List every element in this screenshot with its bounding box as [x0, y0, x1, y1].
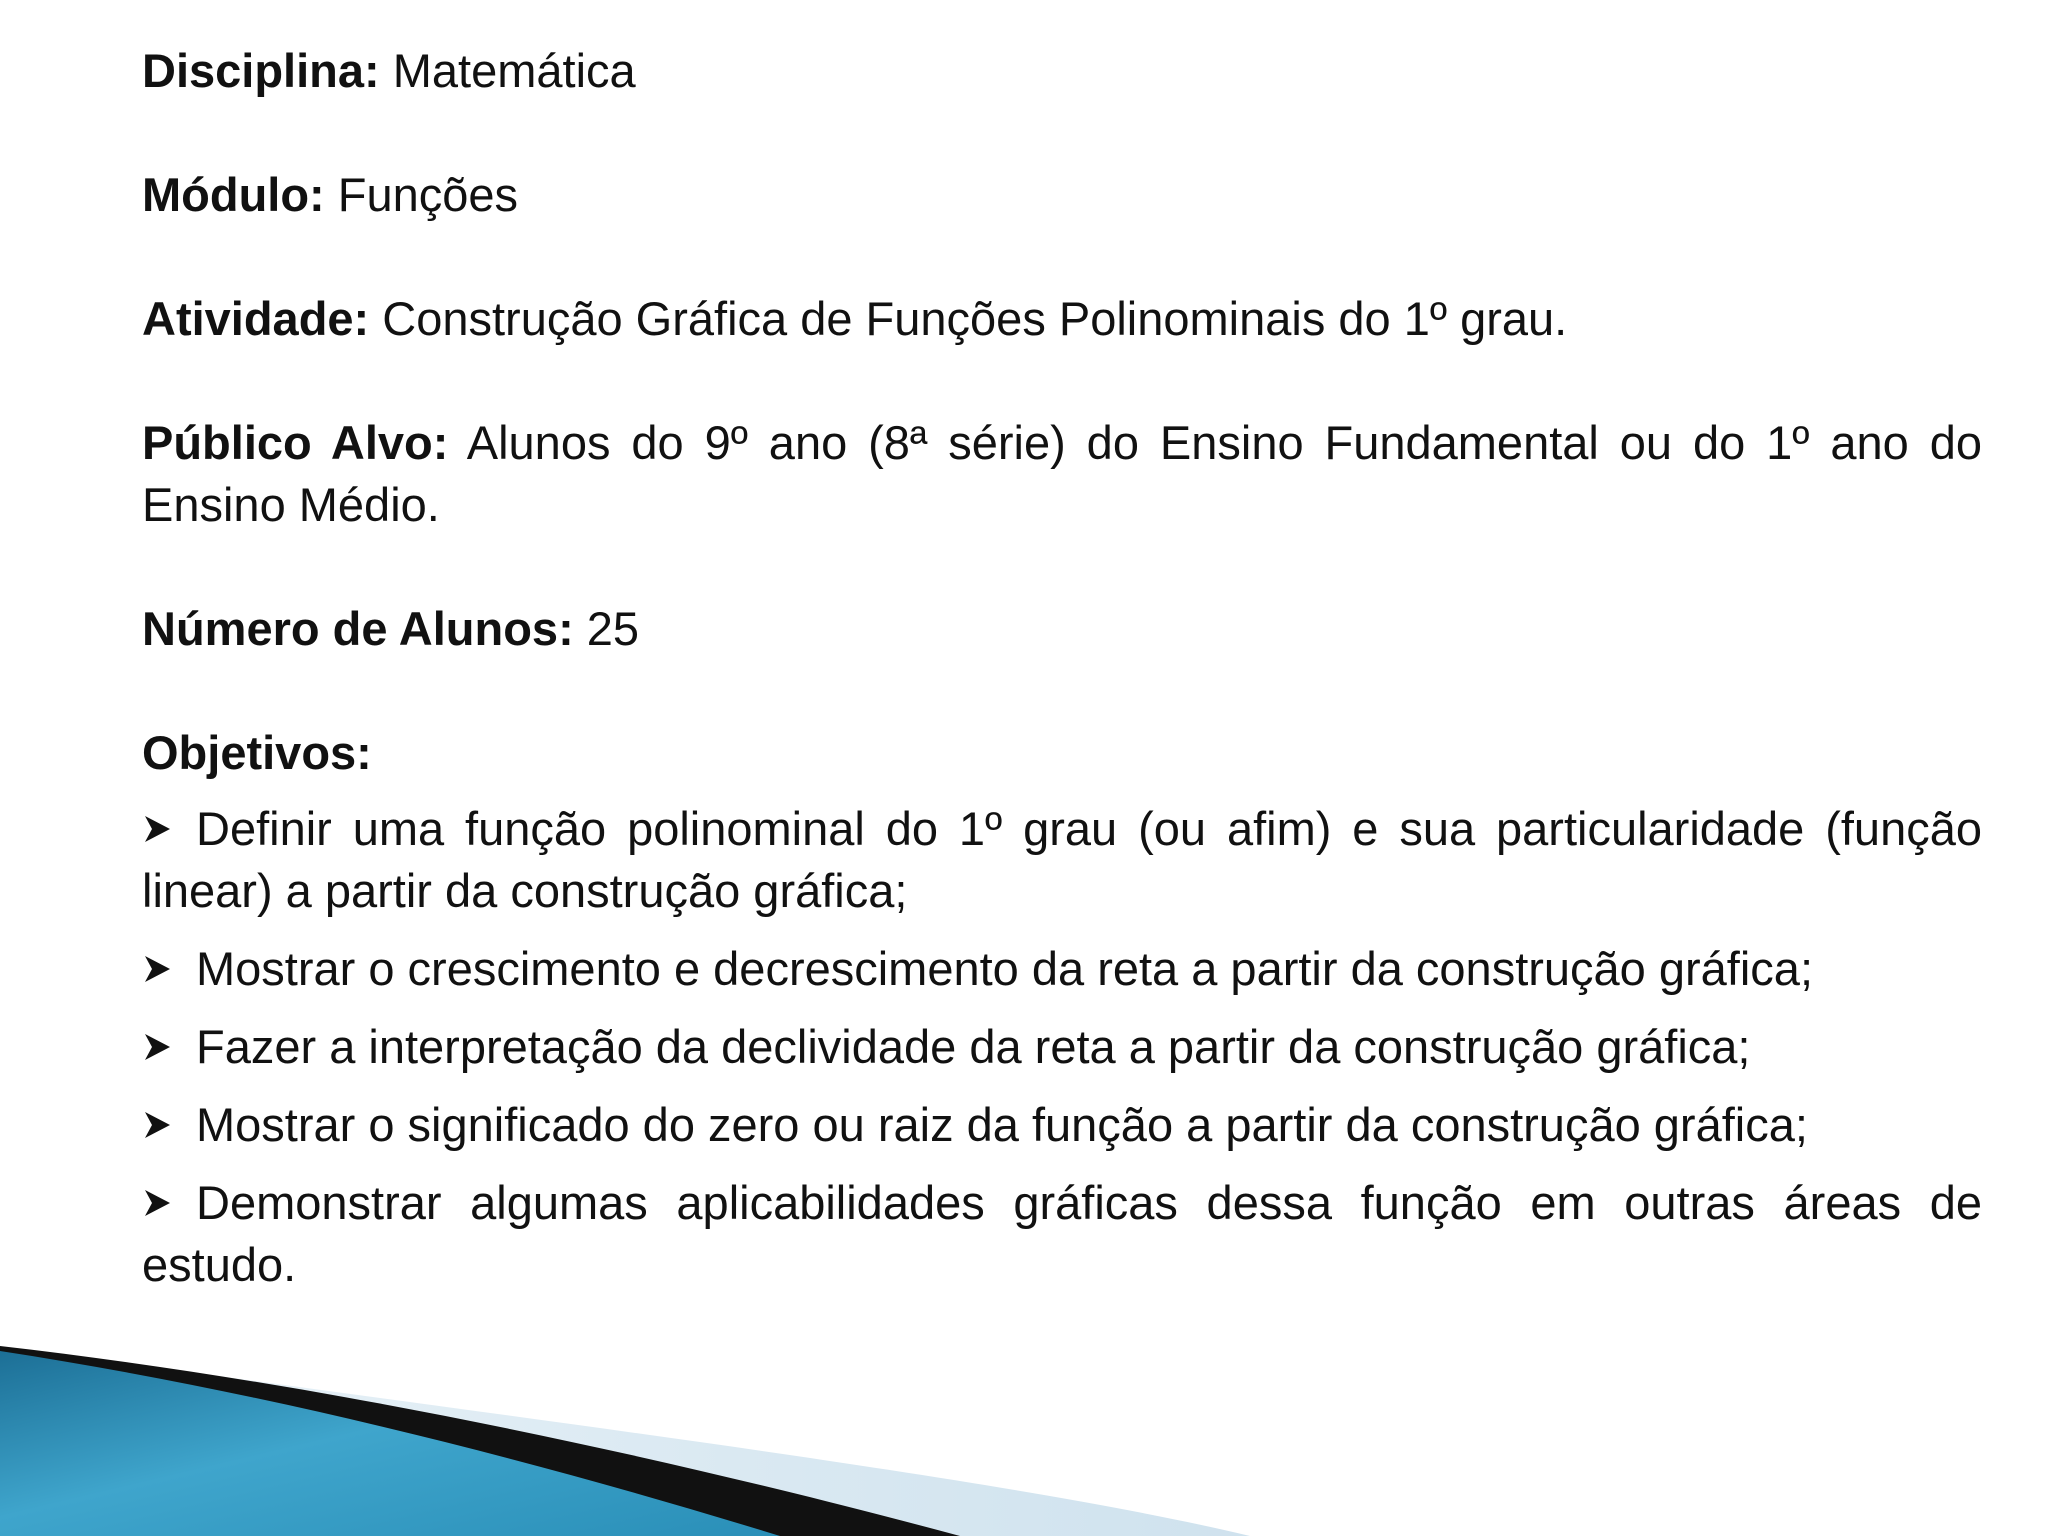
field-value: Alunos do 9º ano (8ª série) do Ensino Fundamental ou do 1º ano do Ensino Médio. [142, 416, 1983, 531]
field-atividade [142, 288, 1982, 350]
arrowhead-bullet-icon [142, 954, 172, 984]
field-modulo [142, 164, 1982, 226]
slide-content [142, 40, 1982, 1312]
field-value: Construção Gráfica de Funções Polinominais do 1º grau. [382, 292, 1568, 345]
objective-text: Definir uma função polinominal do 1º grau (ou afim) e sua particularidade (função linear) a partir da construção gráfica; [142, 802, 1982, 917]
field-value: Matemática [392, 44, 636, 97]
objective-text: Fazer a interpretação da declividade da reta a partir da construção gráfica; [196, 1020, 1751, 1073]
objective-text: Demonstrar algumas aplicabilidades gráficas dessa função em outras áreas de estudo. [142, 1176, 1982, 1291]
field-disciplina [142, 40, 1982, 102]
list-item [142, 1016, 1982, 1078]
objectives-list [142, 798, 1982, 1296]
arrowhead-bullet-icon [142, 814, 172, 844]
objectives-title: Objetivos: [142, 726, 372, 779]
list-item [142, 798, 1982, 922]
field-label: Atividade: [142, 292, 370, 345]
arrowhead-bullet-icon [142, 1110, 172, 1140]
arrowhead-bullet-icon [142, 1188, 172, 1218]
field-numero-alunos [142, 598, 1982, 660]
field-label: Disciplina: [142, 44, 380, 97]
field-value: 25 [586, 602, 640, 655]
field-label: Público Alvo: [142, 416, 449, 469]
bottom-wave-decoration [0, 1296, 2048, 1536]
field-label: Número de Alunos: [142, 602, 574, 655]
objective-text: Mostrar o crescimento e decrescimento da reta a partir da construção gráfica; [196, 942, 1814, 995]
list-item [142, 938, 1982, 1000]
list-item [142, 1094, 1982, 1156]
field-publico-alvo [142, 412, 1982, 536]
field-label: Módulo: [142, 168, 325, 221]
objective-text: Mostrar o significado do zero ou raiz da função a partir da construção gráfica; [196, 1098, 1808, 1151]
arrowhead-bullet-icon [142, 1032, 172, 1062]
list-item [142, 1172, 1982, 1296]
field-value: Funções [337, 168, 519, 221]
